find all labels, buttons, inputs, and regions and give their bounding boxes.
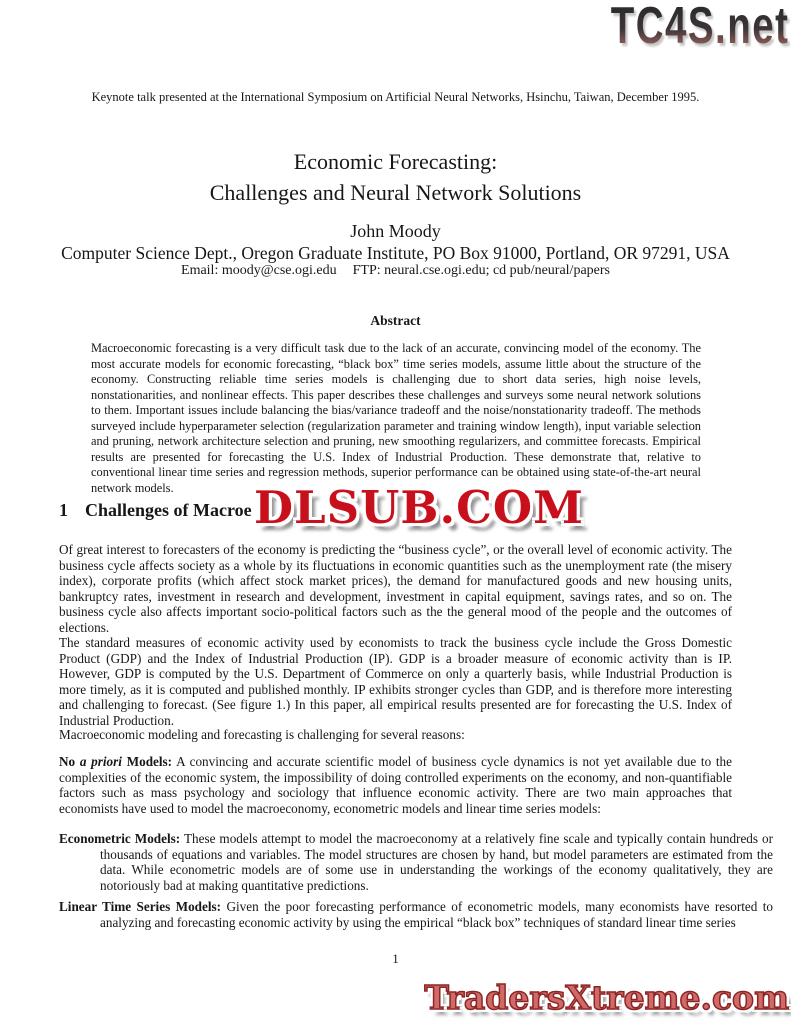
tc4s-watermark-logo: TC4S.net (610, 0, 789, 55)
page-number: 1 (392, 951, 399, 966)
paper-title-line1: Economic Forecasting: (293, 149, 498, 174)
model-item-no-a-priori (59, 754, 732, 816)
item-text: Given the poor forecasting performance of econometric models, many economists have resorted to analyzing and forecasting economic activity by using the empirical “black box” techniques of standard linear time series (100, 899, 774, 930)
section-1-title-visible: Challenges of Macroe (85, 500, 252, 520)
body-paragraph-1: Of great interest to forecasters of the economy is predicting the “business cycle”, or the overall level of economic activity. The business cycle affects society as a whole by its fluctuations in economic quantities such as the unemployment rate (the misery index), corporate profits (which affect stock market prices), the demand for manufactured goods and new housing units, bankruptcy rates, investment in research and development, investment in capital equipment, savings rates, and so on. The business cycle also affects important socio-political factors such as the the general mood of the people and the outcomes of elections. (59, 542, 732, 635)
section-1-heading (59, 500, 252, 521)
item-label-bold: No (59, 754, 76, 769)
section-1-number: 1 (59, 500, 68, 520)
abstract-heading: Abstract (370, 313, 421, 328)
dlsub-watermark-stamp: DLSUB.COM (254, 481, 584, 534)
abstract-text: Macroeconomic forecasting is a very difficult task due to the lack of an accurate, convincing model of the economy. The most accurate models for economic forecasting, “black box” time series models, assume little about the structure of the economy. Constructing reliable time series models is challenging due to short data series, high noise levels, nonstationarities, and nonlinear effects. This paper describes these challenges and surveys some neural network solutions to them. Important issues include balancing the bias/variance tradeoff and the noise/nonstationarity tradeoff. The methods surveyed include hyperparameter selection (regularization parameter and training window length), input variable selection and pruning, network architecture selection and pruning, new smoothing regularizers, and committee forecasts. Empirical results are presented for forecasting the U.S. Index of Industrial Production. These demonstrate that, relative to conventional linear time series and regression methods, superior performance can be obtained using state-of-the-art neural network models. (91, 341, 701, 495)
body-paragraph-2: The standard measures of economic activity used by economists to track the business cycle include the Gross Domestic Product (GDP) and the Index of Industrial Production (IP). GDP is a broader measure of economic activity than is IP. However, GDP is computed by the U.S. Department of Commerce on only a quarterly basis, while Industrial Production is more timely, as it is computed and published monthly. IP exhibits stronger cycles than GDP, and is therefore more interesting and challenging to forecast. (See figure 1.) In this paper, all empirical results presented are for forecasting the U.S. Index of Industrial Production. (59, 635, 732, 728)
item-text: A convincing and accurate scientific model of business cycle dynamics is not yet available due to the complexities of the economic system, the impossibility of doing controlled experiments on the economy, and non-quantifiable factors such as mass psychology and sociology that influence economic activity. There are two main approaches that economists have used to model the macroeconomy, econometric models and linear time series models: (59, 754, 732, 816)
item-label: Econometric Models: (59, 831, 181, 846)
keynote-note: Keynote talk presented at the International Symposium on Artificial Neural Networks, Hsinchu, Taiwan, December 1995. (91, 90, 700, 104)
paper-title (0, 146, 791, 208)
item-label-italic: a priori (79, 754, 122, 769)
tradersxtreme-watermark-logo: TradersXtreme.com (424, 978, 789, 1017)
paper-title-line2: Challenges and Neural Network Solutions (209, 180, 582, 205)
author-affiliation: Computer Science Dept., Oregon Graduate Institute, PO Box 91000, Portland, OR 97291, USA (61, 243, 730, 263)
model-item-econometric (59, 831, 773, 893)
author-contact (0, 263, 791, 279)
model-item-linear-time-series (59, 899, 773, 930)
item-label: Linear Time Series Models: (59, 899, 222, 914)
item-text: These models attempt to model the macroeconomy at a relatively fine scale and typically contain hundreds or thousands of equations and variables. The model structures are chosen by hand, but model parameters are estimated from the data. While econometric models are of some use in understanding the workings of the economy qualitatively, they are notoriously bad at making quantitative predictions. (100, 831, 774, 893)
author-email: Email: moody@cse.ogi.edu (181, 263, 337, 278)
body-paragraph-3: Macroeconomic modeling and forecasting is challenging for several reasons: (59, 727, 465, 742)
author-name: John Moody (350, 221, 441, 241)
author-ftp: FTP: neural.cse.ogi.edu; cd pub/neural/papers (352, 263, 610, 278)
item-label-bold-2: Models: (126, 754, 173, 769)
